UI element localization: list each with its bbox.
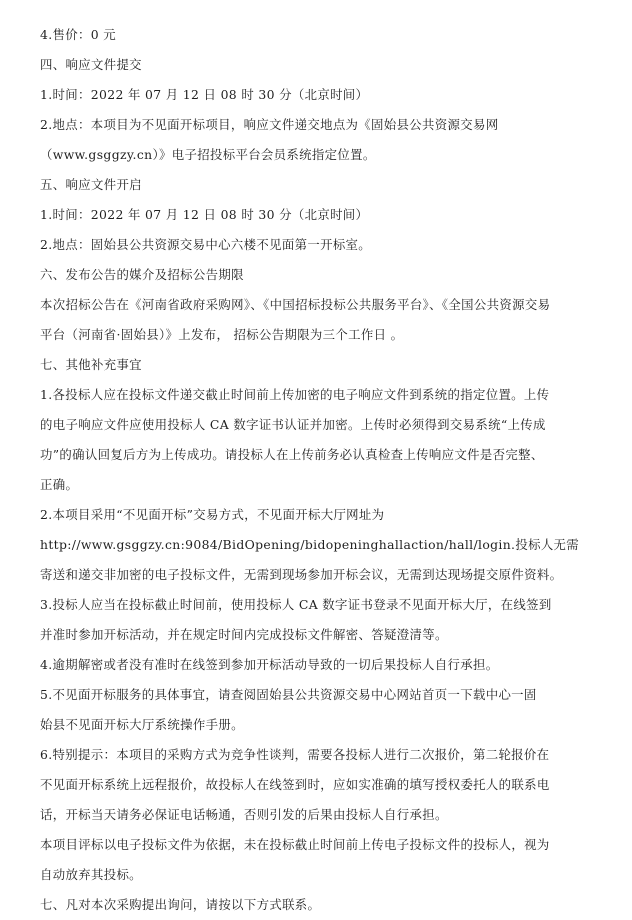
section-heading-opening: 五、响应文件开启 bbox=[40, 177, 142, 192]
submission-location-line-cont: （www.gsggzy.cn）》电子招投标平台会员系统指定位置。 bbox=[40, 147, 376, 162]
other-item-2-line: 寄送和递交非加密的电子投标文件，无需到现场参加开标会议，无需到达现场提交原件资料。 bbox=[40, 567, 563, 582]
section-heading-submission: 四、响应文件提交 bbox=[40, 57, 142, 72]
other-item-6-line: 话，开标当天请务必保证电话畅通，否则引发的后果由投标人自行承担。 bbox=[40, 807, 448, 822]
opening-location-line: 2.地点：固始县公共资源交易中心六楼不见面第一开标室。 bbox=[40, 237, 372, 252]
section-heading-media: 六、发布公告的媒介及招标公告期限 bbox=[40, 267, 244, 282]
media-paragraph-line: 平台（河南省·固始县）》上发布， 招标公告期限为三个工作日 。 bbox=[40, 327, 404, 342]
other-item-5-line: 始县不见面开标大厅系统操作手册。 bbox=[40, 717, 244, 732]
opening-time-line: 1.时间：2022 年 07 月 12 日 08 时 30 分（北京时间） bbox=[40, 207, 369, 222]
other-item-1-line: 正确。 bbox=[40, 477, 79, 492]
other-item-6-line: 6.特别提示：本项目的采购方式为竞争性谈判，需要各投标人进行二次报价，第二轮报价在 bbox=[40, 747, 550, 762]
other-item-6-line: 不见面开标系统上远程报价，故投标人在线签到时，应如实准确的填写授权委托人的联系电 bbox=[40, 777, 550, 792]
other-item-1-line: 的电子响应文件应使用投标人 CA 数字证书认证并加密。上传时必须得到交易系统“上传成 bbox=[40, 417, 546, 432]
section-heading-inquiry: 七、凡对本次采购提出询问，请按以下方式联系。 bbox=[40, 897, 321, 912]
evaluation-note-line: 自动放弃其投标。 bbox=[40, 867, 142, 882]
other-item-3-line: 并准时参加开标活动，并在规定时间内完成投标文件解密、答疑澄清等。 bbox=[40, 627, 448, 642]
other-item-4-line: 4.逾期解密或者没有准时在线签到参加开标活动导致的一切后果投标人自行承担。 bbox=[40, 657, 499, 672]
other-item-1-line: 功”的确认回复后方为上传成功。请投标人在上传前务必认真检查上传响应文件是否完整、 bbox=[40, 447, 544, 462]
sale-price-line: 4.售价：0 元 bbox=[40, 27, 117, 42]
hall-url-line: http://www.gsggzy.cn:9084/BidOpening/bidopeninghallaction/hall/login.投标人无需 bbox=[40, 537, 580, 552]
section-heading-other: 七、其他补充事宜 bbox=[40, 357, 142, 372]
other-item-3-line: 3.投标人应当在投标截止时间前，使用投标人 CA 数字证书登录不见面开标大厅，在线签到 bbox=[40, 597, 552, 612]
other-item-2-line: 2.本项目采用“不见面开标”交易方式，不见面开标大厅网址为 bbox=[40, 507, 385, 522]
other-item-5-line: 5.不见面开标服务的具体事宜，请查阅固始县公共资源交易中心网站首页一下载中心一固 bbox=[40, 687, 537, 702]
media-paragraph-line: 本次招标公告在《河南省政府采购网》、《中国招标投标公共服务平台》、《全国公共资源交易 bbox=[40, 297, 551, 312]
evaluation-note-line: 本项目评标以电子投标文件为依据，未在投标截止时间前上传电子投标文件的投标人，视为 bbox=[40, 837, 550, 852]
submission-location-line: 2.地点：本项目为不见面开标项目，响应文件递交地点为《固始县公共资源交易网 bbox=[40, 117, 499, 132]
other-item-1-line: 1.各投标人应在投标文件递交截止时间前上传加密的电子响应文件到系统的指定位置。上传 bbox=[40, 387, 550, 402]
submission-time-line: 1.时间：2022 年 07 月 12 日 08 时 30 分（北京时间） bbox=[40, 87, 369, 102]
